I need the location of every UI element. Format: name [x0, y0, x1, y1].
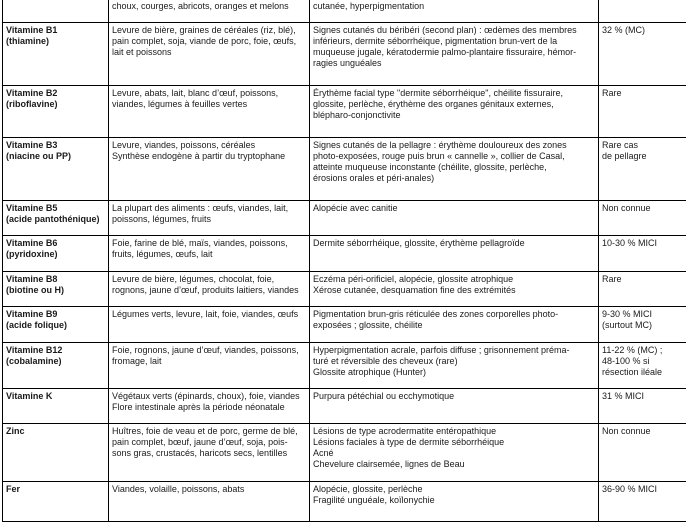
cell-line: [602, 0, 683, 1]
nutrient-cell: [3, 201, 109, 236]
nutrient-cell: [3, 272, 109, 307]
cell-line: (riboflavine): [6, 99, 105, 110]
cell-line: inférieurs, dermite séborrhéique, pigmentation brun-vert de la: [313, 36, 595, 47]
food-sources-cell: [109, 23, 310, 86]
cell-line: ragies unguéales: [313, 58, 595, 69]
nutrient-cell: [3, 86, 109, 138]
cell-line: Vitamine B5: [6, 203, 105, 214]
cell-line: 32 % (MC): [602, 25, 683, 36]
cell-line: (cobalamine): [6, 356, 105, 367]
cell-line: glossite, perlèche, érythème des organes génitaux externes,: [313, 99, 595, 110]
table-row: [3, 389, 686, 424]
cutaneous-signs-cell: [310, 201, 599, 236]
cell-line: Signes cutanés de la pellagre : érythème douloureux des zones: [313, 140, 595, 151]
cell-line: (pyridoxine): [6, 249, 105, 260]
cell-line: Vitamine B9: [6, 309, 105, 320]
cutaneous-signs-cell: [310, 86, 599, 138]
cell-line: Xérose cutanée, desquamation fine des extrémités: [313, 285, 595, 296]
deficiency-table: [2, 0, 686, 522]
cell-line: Hyperpigmentation acrale, parfois diffuse ; grisonnement préma-: [313, 345, 595, 356]
cell-line: Vitamine B6: [6, 238, 105, 249]
cell-line: [6, 0, 105, 1]
frequency-cell: [599, 236, 686, 272]
cell-line: Rare: [602, 274, 683, 285]
nutrient-cell: [3, 236, 109, 272]
table-row: [3, 272, 686, 307]
nutrient-cell: [3, 307, 109, 343]
cell-line: 48-100 % si: [602, 356, 683, 367]
cell-line: photo-exposées, rouge puis brun « cannelle », collier de Casal,: [313, 151, 595, 162]
cell-line: muqueuse jugale, kératodermie palmo-plantaire fissuraire, hémor-: [313, 47, 595, 58]
table-row: [3, 307, 686, 343]
cell-line: (acide pantothénique): [6, 214, 105, 225]
cell-line: Alopécie avec canitie: [313, 203, 595, 214]
cutaneous-signs-cell: [310, 482, 599, 522]
nutrient-cell: [3, 138, 109, 201]
cell-line: Érythème facial type "dermite séborrhéique", chéilite fissuraire,: [313, 88, 595, 99]
cell-line: Synthèse endogène à partir du tryptophane: [112, 151, 306, 162]
food-sources-cell: [109, 236, 310, 272]
cell-line: (surtout MC): [602, 320, 683, 331]
cutaneous-signs-cell: [310, 272, 599, 307]
cell-line: résection iléale: [602, 367, 683, 378]
cell-line: (acide folique): [6, 320, 105, 331]
cell-line: Glossite atrophique (Hunter): [313, 367, 595, 378]
cell-line: Vitamine B8: [6, 274, 105, 285]
nutrient-cell: [3, 482, 109, 522]
nutrient-cell: [3, 343, 109, 389]
cell-line: 36-90 % MICI: [602, 484, 683, 495]
cell-line: lait et poissons: [112, 47, 306, 58]
cell-line: Lésions de type acrodermatite entéropathique: [313, 426, 595, 437]
cell-line: Foie, rognons, jaune d’œuf, viandes, poissons,: [112, 345, 306, 356]
cell-line: Purpura pétéchial ou ecchymotique: [313, 391, 595, 402]
cell-line: turé et réversible des cheveux (rare): [313, 356, 595, 367]
cell-line: Vitamine B12: [6, 345, 105, 356]
cell-line: cutanée, hyperpigmentation: [313, 1, 595, 12]
cell-line: Vitamine K: [6, 391, 105, 402]
cell-line: Légumes verts, levure, lait, foie, viandes, œufs: [112, 309, 306, 320]
table-row: [3, 424, 686, 482]
cell-line: (biotine ou H): [6, 285, 105, 296]
cell-line: Vitamine B1: [6, 25, 105, 36]
cell-line: Acné: [313, 448, 595, 459]
cell-line: fromage, lait: [112, 356, 306, 367]
cell-line: pain complet, bœuf, jaune d’œuf, soja, pois-: [112, 437, 306, 448]
cell-line: sons gras, crustacés, haricots secs, lentilles: [112, 448, 306, 459]
cell-line: Rare cas: [602, 140, 683, 151]
cell-line: Zinc: [6, 426, 105, 437]
cutaneous-signs-cell: [310, 389, 599, 424]
cell-line: choux, courges, abricots, oranges et melons: [112, 1, 306, 12]
cutaneous-signs-cell: [310, 307, 599, 343]
cell-line: pain complet, soja, viande de porc, foie, œufs,: [112, 36, 306, 47]
cell-line: Fragilité unguéale, koïlonychie: [313, 495, 595, 506]
cell-line: Chevelure clairsemée, lignes de Beau: [313, 459, 595, 470]
cell-line: Levure, abats, lait, blanc d’œuf, poissons,: [112, 88, 306, 99]
frequency-cell: [599, 0, 686, 23]
food-sources-cell: [109, 424, 310, 482]
cutaneous-signs-cell: [310, 23, 599, 86]
nutrient-cell: [3, 389, 109, 424]
cell-line: rognons, jaune d’œuf, produits laitiers, viandes: [112, 285, 306, 296]
cell-line: (niacine ou PP): [6, 151, 105, 162]
cutaneous-signs-cell: [310, 236, 599, 272]
food-sources-cell: [109, 201, 310, 236]
cell-line: 11-22 % (MC) ;: [602, 345, 683, 356]
cell-line: poissons, légumes, fruits: [112, 214, 306, 225]
cutaneous-signs-cell: [310, 138, 599, 201]
cell-line: Dermite séborrhéique, glossite, érythème pellagroïde: [313, 238, 595, 249]
cell-line: Fer: [6, 484, 105, 495]
cutaneous-signs-cell: [310, 0, 599, 23]
cell-line: fruits, légumes, œufs, lait: [112, 249, 306, 260]
cell-line: Vitamine B2: [6, 88, 105, 99]
cell-line: exposées ; glossite, chéilite: [313, 320, 595, 331]
cell-line: Eczéma péri-orificiel, alopécie, glossite atrophique: [313, 274, 595, 285]
cell-line: Non connue: [602, 426, 683, 437]
table-row: [3, 138, 686, 201]
frequency-cell: [599, 482, 686, 522]
cell-line: Flore intestinale après la période néonatale: [112, 402, 306, 413]
frequency-cell: [599, 86, 686, 138]
cell-line: Viandes, volaille, poissons, abats: [112, 484, 306, 495]
table-row: [3, 23, 686, 86]
food-sources-cell: [109, 138, 310, 201]
food-sources-cell: [109, 86, 310, 138]
cell-line: blépharo-conjonctivite: [313, 110, 595, 121]
table-row: [3, 201, 686, 236]
frequency-cell: [599, 201, 686, 236]
cell-line: Végétaux verts (épinards, choux), foie, viandes: [112, 391, 306, 402]
table-row: [3, 236, 686, 272]
food-sources-cell: [109, 0, 310, 23]
cell-line: Pigmentation brun-gris réticulée des zones corporelles photo-: [313, 309, 595, 320]
cutaneous-signs-cell: [310, 424, 599, 482]
table-row: [3, 0, 686, 23]
frequency-cell: [599, 272, 686, 307]
nutrient-cell: [3, 23, 109, 86]
nutrient-cell: [3, 0, 109, 23]
cell-line: La plupart des aliments : œufs, viandes, lait,: [112, 203, 306, 214]
cell-line: Vitamine B3: [6, 140, 105, 151]
cell-line: Levure, viandes, poissons, céréales: [112, 140, 306, 151]
cell-line: Levure de bière, graines de céréales (riz, blé),: [112, 25, 306, 36]
food-sources-cell: [109, 272, 310, 307]
cell-line: viandes, légumes à feuilles vertes: [112, 99, 306, 110]
cell-line: Huîtres, foie de veau et de porc, germe de blé,: [112, 426, 306, 437]
cell-line: 31 % MICI: [602, 391, 683, 402]
cell-line: 9-30 % MICI: [602, 309, 683, 320]
table-row: [3, 482, 686, 522]
frequency-cell: [599, 389, 686, 424]
food-sources-cell: [109, 307, 310, 343]
cell-line: Non connue: [602, 203, 683, 214]
frequency-cell: [599, 343, 686, 389]
frequency-cell: [599, 307, 686, 343]
frequency-cell: [599, 138, 686, 201]
table-row: [3, 86, 686, 138]
cell-line: Rare: [602, 88, 683, 99]
food-sources-cell: [109, 389, 310, 424]
nutrient-cell: [3, 424, 109, 482]
frequency-cell: [599, 23, 686, 86]
cell-line: de pellagre: [602, 151, 683, 162]
cell-line: érosions orales et péri-anales): [313, 173, 595, 184]
cell-line: atteinte muqueuse inconstante (chéilite, glossite, perlèche,: [313, 162, 595, 173]
food-sources-cell: [109, 482, 310, 522]
cell-line: 10-30 % MICI: [602, 238, 683, 249]
cell-line: Foie, farine de blé, maïs, viandes, poissons,: [112, 238, 306, 249]
table-row: [3, 343, 686, 389]
cell-line: Signes cutanés du béribéri (second plan) : œdèmes des membres: [313, 25, 595, 36]
cell-line: Levure de bière, légumes, chocolat, foie,: [112, 274, 306, 285]
cell-line: Lésions faciales à type de dermite séborrhéique: [313, 437, 595, 448]
food-sources-cell: [109, 343, 310, 389]
cutaneous-signs-cell: [310, 343, 599, 389]
cell-line: (thiamine): [6, 36, 105, 47]
cell-line: Alopécie, glossite, perlèche: [313, 484, 595, 495]
frequency-cell: [599, 424, 686, 482]
